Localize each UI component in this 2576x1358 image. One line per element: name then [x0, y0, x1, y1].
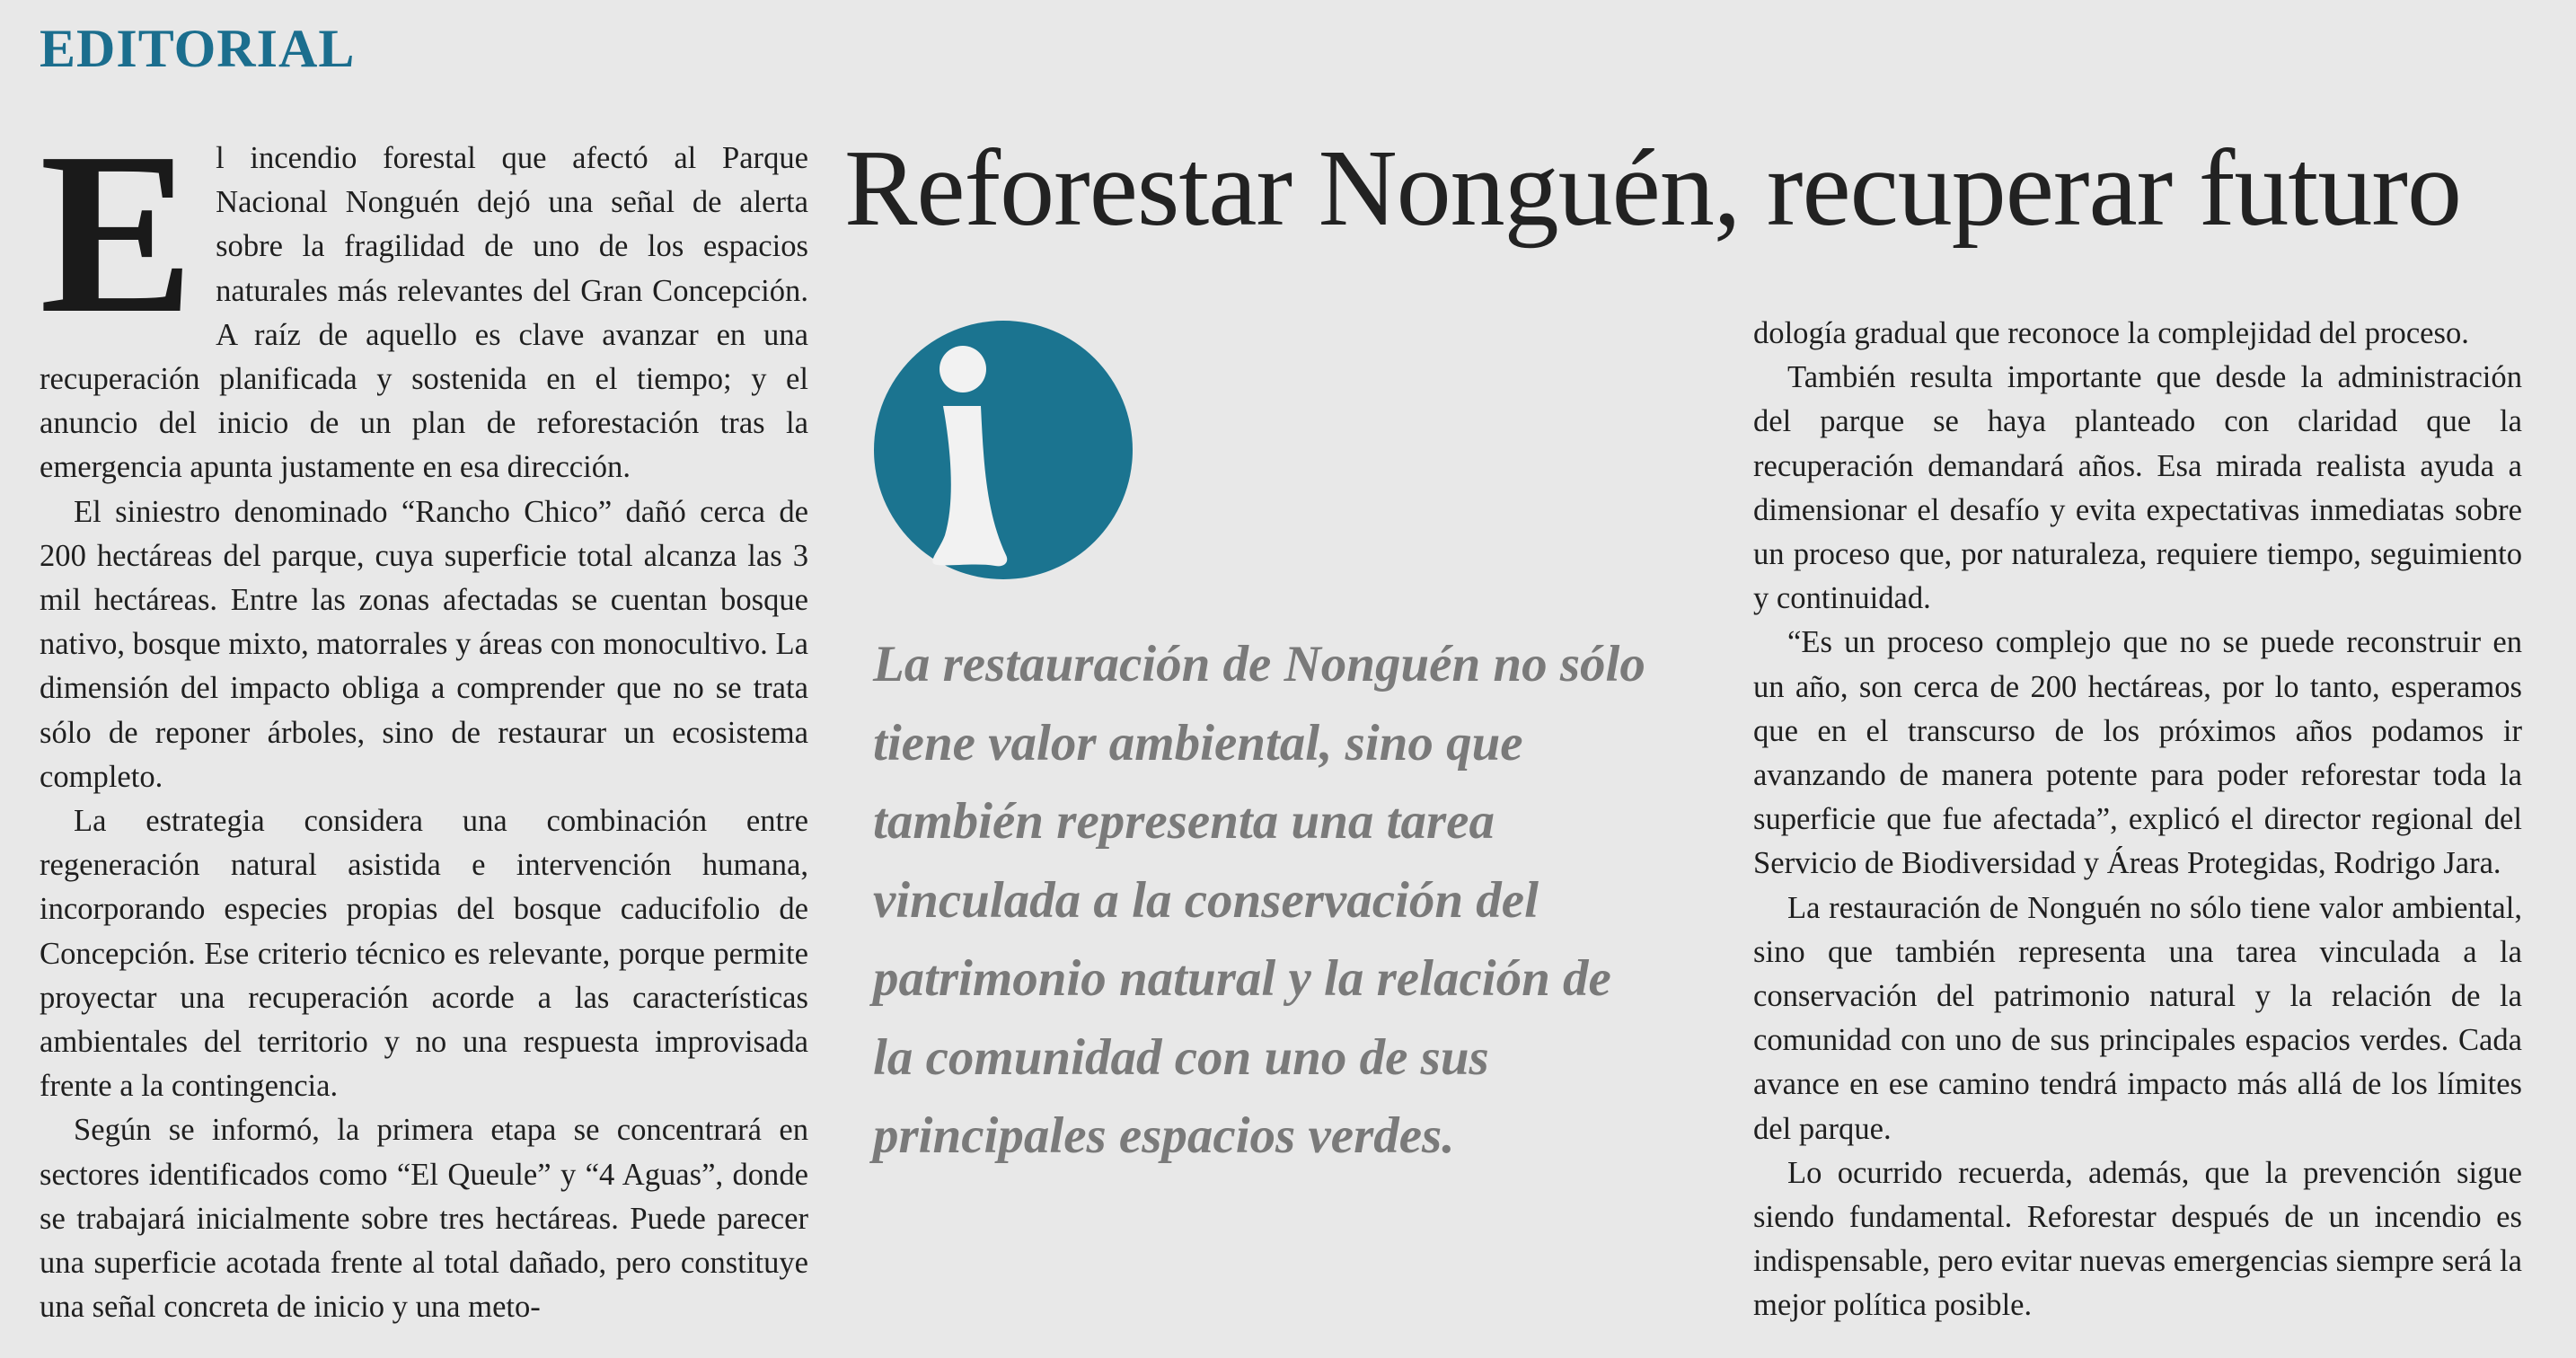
info-icon-circle	[874, 321, 1133, 579]
article-paragraph: También resulta importante que desde la administración del parque se haya planteado con claridad que la recuperación demandará años. Esa mirada realista ayuda a dimensionar el desafío y evita expectativas inmediatas sobre un proceso que, por naturaleza, requiere tiempo, seguimiento y continuidad.	[1753, 360, 2522, 616]
headline: Reforestar Nonguén, recuperar futuro	[844, 128, 2461, 249]
article-paragraph-text: l incendio forestal que afectó al Parque Nacional Nonguén dejó una señal de alerta sobre la fragilidad de uno de los espacios naturales más relevantes del Gran Concepción. A raíz de aquello es clave avanzar en una recuperación planificada y sostenida en el tiempo; y el anuncio del inicio de un plan de reforestación tras la emergencia apunta justamente en esa dirección.	[40, 141, 808, 485]
article-paragraph: Lo ocurrido recuerda, además, que la prevención sigue siendo fundamental. Reforestar después de un incendio es indispensable, pero evitar nuevas emergencias siempre será la mejor política posible.	[1753, 1155, 2522, 1323]
article-paragraph: dología gradual que reconoce la complejidad del proceso.	[1753, 316, 2469, 350]
article-paragraph: “Es un proceso complejo que no se puede reconstruir en un año, son cerca de 200 hectáreas, por lo tanto, esperamos que en el transcurso de los próximos años podamos ir avanzando de manera potente para poder reforestar toda la superficie que fue afectada”, explicó el director regional del Servicio de Biodiversidad y Áreas Protegidas, Rodrigo Jara.	[1753, 625, 2522, 881]
article-column-left	[40, 104, 808, 1329]
article-paragraph: La restauración de Nonguén no sólo tiene valor ambiental, sino que también representa una tarea vinculada a la conservación del patrimonio natural y la relación de la comunidad con uno de sus principales espacios verdes. Cada avance en ese camino tendrá impacto más allá de los límites del parque.	[1753, 890, 2522, 1146]
section-label: EDITORIAL	[40, 19, 356, 78]
article-paragraph: Según se informó, la primera etapa se concentrará en sectores identificados como “El Queule” y “4 Aguas”, donde se trabajará inicialmente sobre tres hectáreas. Puede parecer una superficie acotada frente al total dañado, pero constituye una señal concreta de inicio y una meto-	[40, 1113, 808, 1325]
article-paragraph: El siniestro denominado “Rancho Chico” dañó cerca de 200 hectáreas del parque, cuya superficie total alcanza las 3 mil hectáreas. Entre las zonas afectadas se cuentan bosque nativo, bosque mixto, matorrales y áreas con monocultivo. La dimensión del impacto obliga a comprender que no se trata sólo de reponer árboles, sino de restaurar un ecosistema completo.	[40, 494, 808, 794]
drop-cap: E	[40, 104, 195, 361]
pull-quote: La restauración de Nonguén no sólo tiene valor ambiental, sino que también representa una tarea vinculada a la conservación del patrimonio natural y la relación de la comunidad con uno de sus principales espacios verdes.	[873, 636, 1645, 1164]
info-icon	[873, 320, 1134, 580]
article-column-right	[1753, 312, 2522, 1328]
info-icon-dot	[940, 346, 986, 392]
article-paragraph: La estrategia considera una combinación entre regeneración natural asistida e intervención humana, incorporando especies propias del bosque caducifolio de Concepción. Ese criterio técnico es relevante, porque permite proyectar una recuperación acorde a las características ambientales del territorio y no una respuesta improvisada frente a la contingencia.	[40, 804, 808, 1104]
article-paragraph	[40, 104, 808, 490]
